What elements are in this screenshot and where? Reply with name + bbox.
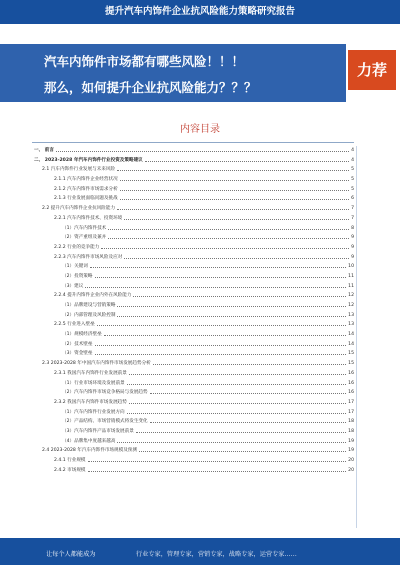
toc-entry[interactable] bbox=[32, 408, 354, 418]
toc-page-number: 5 bbox=[351, 177, 354, 183]
toc-leader-dots bbox=[117, 301, 346, 307]
toc-page-number: 20 bbox=[348, 458, 354, 463]
toc-entry[interactable] bbox=[32, 349, 354, 359]
toc-entry[interactable] bbox=[32, 437, 354, 447]
toc-entry[interactable] bbox=[32, 456, 354, 466]
toc-entry-text: 2.1.1 汽车内饰件企业经营状况 bbox=[54, 177, 118, 183]
toc-leader-dots bbox=[108, 233, 349, 239]
toc-leader-dots bbox=[129, 369, 346, 375]
toc-leader-dots bbox=[88, 466, 347, 472]
toc-leader-dots bbox=[95, 349, 347, 355]
toc-page-number: 12 bbox=[348, 293, 354, 299]
toc-entry-text: （2）汽车内饰件市场竞争格局与发展趋势 bbox=[62, 390, 148, 396]
toc-entry-text: 2.1.2 汽车内饰件市场需求分析 bbox=[54, 186, 118, 192]
banner-subheadline: 那么，如何提升企业抗风险能力？？？ bbox=[44, 80, 257, 95]
toc-entry[interactable] bbox=[32, 446, 354, 456]
toc-title: 内容目录 bbox=[180, 124, 220, 135]
toc-leader-dots bbox=[97, 320, 346, 326]
toc-leader-dots bbox=[95, 340, 347, 346]
toc-entry-text: （3）建议 bbox=[62, 283, 84, 289]
toc-leader-dots bbox=[129, 398, 346, 404]
toc-leader-dots bbox=[120, 175, 349, 181]
toc-page-number: 5 bbox=[351, 186, 354, 192]
toc-leader-dots bbox=[95, 272, 347, 278]
toc-page-number: 19 bbox=[348, 438, 354, 444]
toc-entry-text: （3）资金壁垒 bbox=[62, 351, 93, 357]
toc-entry-text: （2）技术壁垒 bbox=[62, 341, 93, 347]
toc-page-number: 16 bbox=[348, 390, 354, 396]
toc-leader-dots bbox=[120, 185, 349, 191]
toc-page-number: 20 bbox=[348, 467, 354, 473]
toc-entry[interactable] bbox=[32, 311, 354, 321]
toc-leader-dots bbox=[136, 427, 346, 433]
footer-slogan: 让每个人都能成为 bbox=[46, 551, 96, 558]
toc-leader-dots bbox=[101, 243, 349, 249]
recommend-stamp: 力荐 bbox=[348, 50, 396, 90]
toc-leader-dots bbox=[153, 359, 346, 365]
page-margin-line bbox=[356, 146, 357, 528]
toc-page-number: 9 bbox=[351, 254, 354, 260]
toc-leader-dots bbox=[117, 204, 349, 210]
report-title: 提升汽车内饰件企业抗风险能力策略研究报告 bbox=[104, 6, 295, 17]
toc-entry[interactable] bbox=[32, 291, 354, 301]
toc-leader-dots bbox=[124, 214, 349, 220]
toc-page-number: 16 bbox=[348, 370, 354, 376]
toc-entry-text: 2.2 提升汽车内饰件企业抗风险能力 bbox=[42, 206, 116, 212]
toc-entry[interactable] bbox=[32, 204, 354, 214]
toc-entry-text: 2.4.2 市场规模 bbox=[54, 467, 86, 473]
toc-page-number: 16 bbox=[348, 380, 354, 386]
toc-page-number: 10 bbox=[348, 264, 354, 270]
toc-page-number: 12 bbox=[348, 303, 354, 308]
toc-page-number: 15 bbox=[348, 351, 354, 357]
toc-entry-text: 2.2.4 提升内饰件企业内外在风险能力 bbox=[54, 293, 132, 299]
toc-page-number: 7 bbox=[351, 215, 354, 221]
toc-entry-text: （2）投资策略 bbox=[62, 273, 93, 279]
toc-entry[interactable] bbox=[32, 224, 354, 234]
toc-entry[interactable] bbox=[32, 427, 354, 437]
toc-page-number: 14 bbox=[348, 341, 354, 347]
toc-page-number: 11 bbox=[348, 273, 354, 279]
toc-page-number: 13 bbox=[348, 312, 354, 318]
toc-page-number: 9 bbox=[351, 244, 354, 250]
toc-entry-text: 二、 2023-2028 年汽车内饰件行业投资及策略建议 bbox=[34, 157, 143, 163]
toc-entry-text: （2）产品结构、市场营销模式将发生变化 bbox=[62, 419, 148, 425]
toc-entry-text: （1）规模经济壁垒 bbox=[62, 332, 102, 338]
toc-leader-dots bbox=[85, 282, 346, 288]
toc-page-number: 18 bbox=[348, 428, 354, 434]
toc-leader-dots bbox=[127, 379, 346, 385]
toc-entry[interactable] bbox=[32, 388, 354, 398]
toc-entry-text: 2.2.2 行业的竞争能力 bbox=[54, 244, 100, 250]
toc-entry[interactable] bbox=[32, 340, 354, 350]
toc-leader-dots bbox=[124, 253, 349, 259]
toc-entry[interactable] bbox=[32, 156, 354, 166]
toc-page-number: 9 bbox=[351, 235, 354, 241]
toc-leader-dots bbox=[133, 291, 346, 297]
toc-entry-text: 一、 前言 bbox=[34, 148, 54, 153]
toc-entry[interactable] bbox=[32, 175, 354, 185]
toc-entry-text: 2.2.3 汽车内饰件市场风险及应对 bbox=[54, 254, 123, 260]
toc-leader-dots bbox=[120, 194, 349, 200]
toc-entry[interactable] bbox=[32, 398, 354, 408]
toc-entry[interactable] bbox=[32, 185, 354, 195]
toc-leader-dots bbox=[150, 417, 347, 423]
toc-leader-dots bbox=[117, 165, 349, 171]
toc-entry-text: 2.4 2023-2028 年汽车内饰件市场规模及预测 bbox=[42, 448, 137, 454]
toc-entry[interactable] bbox=[32, 282, 354, 292]
toc-leader-dots bbox=[108, 224, 349, 230]
toc-page-number: 8 bbox=[351, 225, 354, 231]
toc-entry-text: 2.3.2 我国汽车内饰件市场发展趋势 bbox=[54, 399, 127, 405]
toc-page-number: 11 bbox=[348, 283, 354, 289]
toc-entry[interactable] bbox=[32, 272, 354, 282]
toc-divider bbox=[32, 142, 354, 143]
toc-page-number: 5 bbox=[351, 167, 354, 173]
toc-leader-dots bbox=[150, 388, 347, 394]
toc-page-number: 15 bbox=[348, 361, 354, 367]
toc-page-number: 6 bbox=[351, 196, 354, 202]
toc-page-number: 17 bbox=[348, 399, 354, 405]
toc-leader-dots bbox=[117, 311, 346, 317]
toc-entry[interactable] bbox=[32, 466, 354, 476]
toc-leader-dots bbox=[90, 262, 346, 268]
toc-page-number: 13 bbox=[348, 322, 354, 328]
toc-leader-dots bbox=[127, 408, 346, 414]
toc-entry[interactable] bbox=[32, 417, 354, 427]
toc-entry[interactable] bbox=[32, 214, 354, 224]
toc-entry-text: （1）品牌建设与营销策略 bbox=[62, 303, 116, 308]
footer-roles: 行业专家，管理专家，营销专家，战略专家，运营专家…… bbox=[136, 551, 297, 558]
table-of-contents bbox=[32, 146, 354, 475]
toc-entry[interactable] bbox=[32, 369, 354, 379]
toc-leader-dots bbox=[104, 330, 346, 336]
toc-entry[interactable] bbox=[32, 320, 354, 330]
toc-entry-text: （1）汽车内饰件技术 bbox=[62, 225, 107, 231]
toc-entry[interactable] bbox=[32, 233, 354, 243]
toc-entry-text: 2.1 汽车内饰件行业发展与未来风险 bbox=[42, 167, 116, 173]
toc-entry-text: 2.1.3 行业发展面临问题及挑战 bbox=[54, 196, 118, 202]
toc-entry-text: 2.2.1 汽车内饰件技术、投资环境 bbox=[54, 215, 123, 221]
toc-entry-text: 2.3 2023-2028 年中国汽车内饰件市场发展趋势分析 bbox=[42, 361, 151, 367]
toc-page-number: 7 bbox=[351, 206, 354, 212]
toc-entry[interactable] bbox=[32, 165, 354, 175]
toc-leader-dots bbox=[139, 446, 346, 452]
toc-leader-dots bbox=[117, 437, 346, 443]
toc-entry-text: （3）汽车内饰件产品市场发展前景 bbox=[62, 428, 134, 434]
toc-entry-text: （1）汽车内饰件行业发展方向 bbox=[62, 409, 125, 415]
toc-page-number: 18 bbox=[348, 419, 354, 425]
toc-entry-text: （1）行业市场环境及发展前景 bbox=[62, 380, 125, 386]
toc-entry-text: 2.4.1 行业规模 bbox=[54, 458, 86, 463]
toc-entry[interactable] bbox=[32, 194, 354, 204]
toc-leader-dots bbox=[145, 156, 349, 162]
toc-entry[interactable] bbox=[32, 301, 354, 311]
toc-entry-text: （4）品牌集中度越来越高 bbox=[62, 438, 116, 444]
toc-page-number: 4 bbox=[351, 157, 354, 163]
toc-leader-dots bbox=[88, 456, 347, 462]
toc-entry-text: 2.3.1 我国汽车内饰件行业发展前景 bbox=[54, 370, 127, 376]
toc-page-number: 17 bbox=[348, 409, 354, 415]
toc-entry[interactable] bbox=[32, 243, 354, 253]
toc-entry[interactable] bbox=[32, 359, 354, 369]
toc-entry[interactable] bbox=[32, 253, 354, 263]
toc-entry-text: （1）关键词 bbox=[62, 264, 88, 270]
toc-entry[interactable] bbox=[32, 330, 354, 340]
toc-entry[interactable] bbox=[32, 262, 354, 272]
toc-page-number: 19 bbox=[348, 448, 354, 454]
toc-entry-text: 2.2.5 行业进入壁垒 bbox=[54, 322, 95, 328]
toc-entry[interactable] bbox=[32, 146, 354, 156]
toc-page-number: 14 bbox=[348, 332, 354, 338]
toc-page-number: 4 bbox=[351, 148, 354, 153]
banner-headline: 汽车内饰件市场都有哪些风险！！！ bbox=[44, 54, 245, 69]
toc-entry-text: （2）资产重组及兼并 bbox=[62, 235, 107, 241]
toc-leader-dots bbox=[56, 146, 349, 152]
toc-entry-text: （2）内部管理及风险控制 bbox=[62, 312, 116, 318]
toc-entry[interactable] bbox=[32, 379, 354, 389]
